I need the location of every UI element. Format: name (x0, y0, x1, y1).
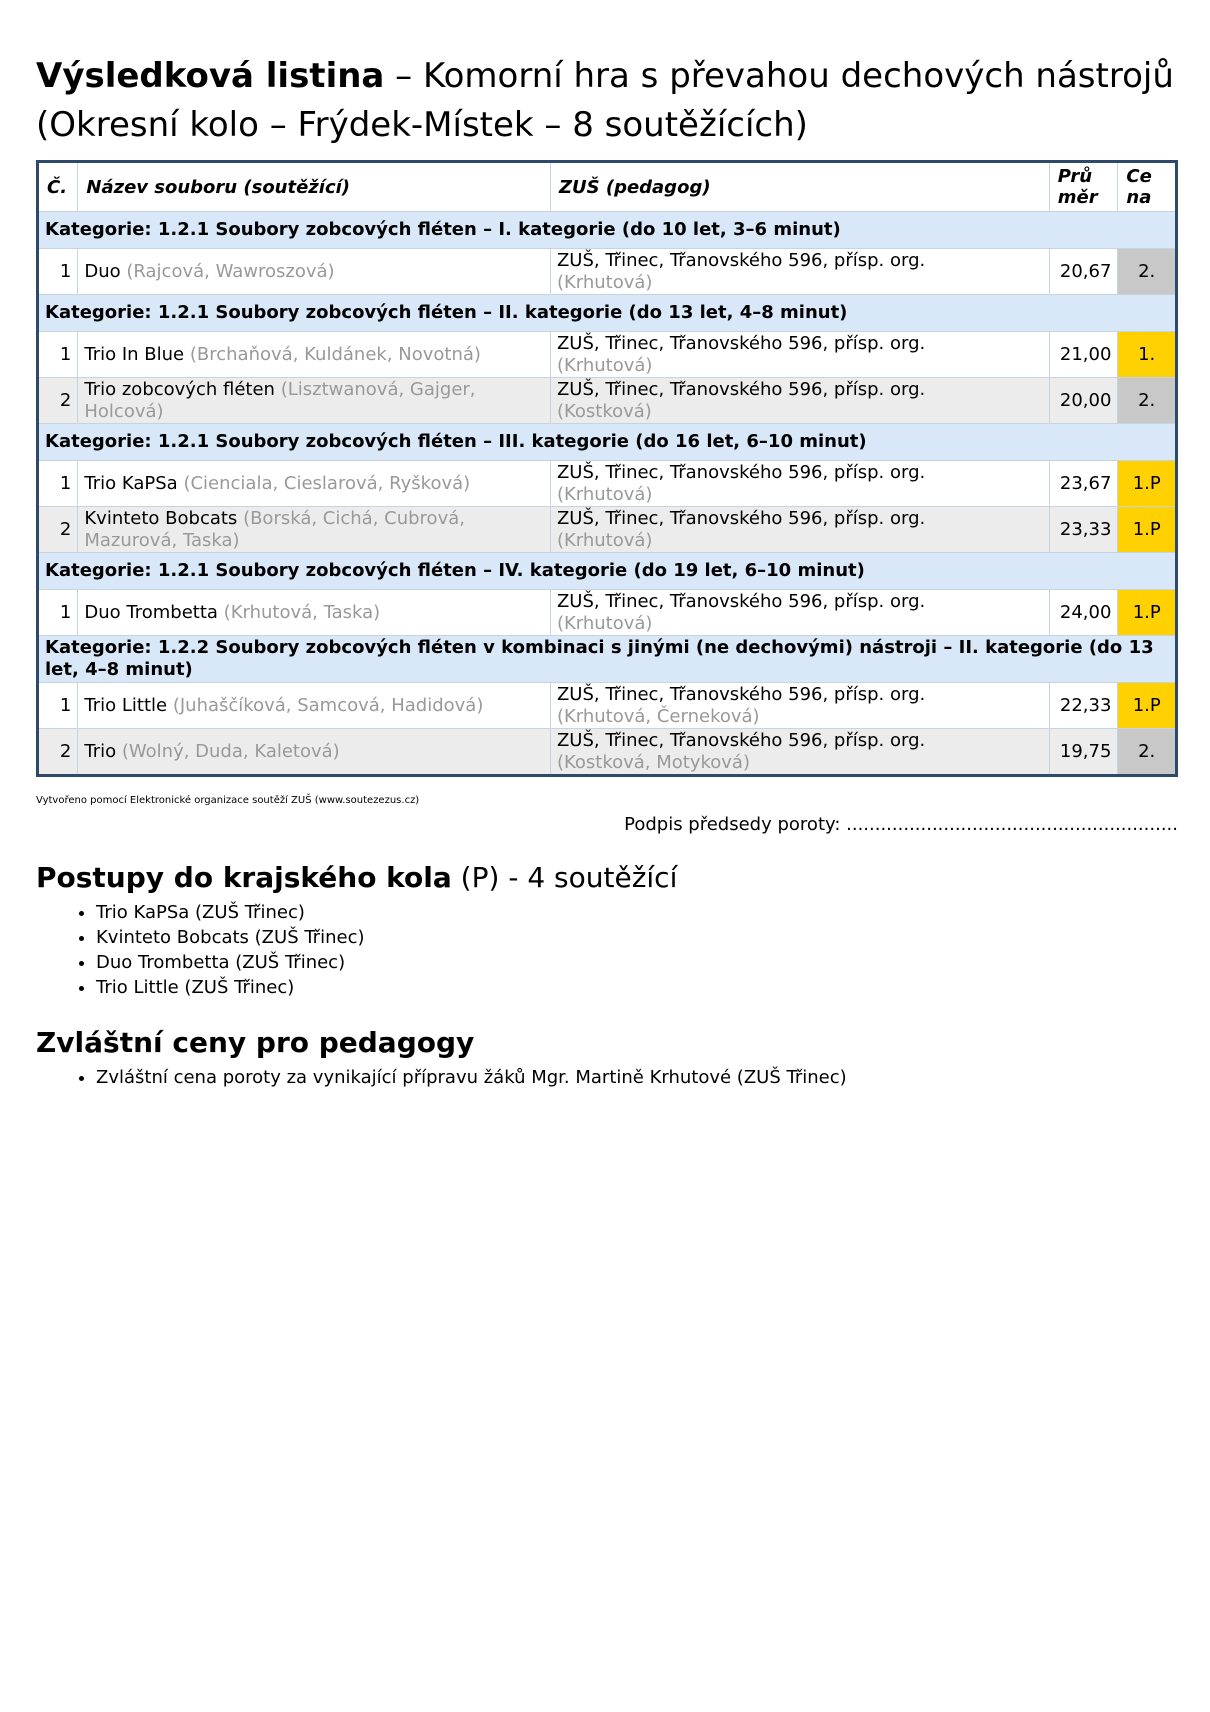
ensemble-name: Trio In Blue (84, 343, 185, 365)
entry-number: 1 (38, 249, 78, 295)
list-item: • Duo Trombetta (ZUŠ Třinec) (96, 950, 1178, 975)
entry-number: 2 (38, 729, 78, 776)
ensemble-name: Trio zobcových fléten (84, 378, 275, 400)
entry-name-cell (78, 590, 551, 636)
ensemble-name: Trio Little (84, 694, 168, 716)
teacher-name: (Kostková, Motyková) (556, 751, 750, 773)
category-label: Kategorie: 1.2.1 Soubory zobcových fléten – II. kategorie (do 13 let, 4–8 minut) (38, 295, 1177, 332)
category-row (38, 636, 1177, 683)
entry-number: 1 (38, 332, 78, 378)
signature-line: Podpis předsedy poroty: .......................................................... (624, 814, 1178, 835)
header-average (1049, 162, 1118, 212)
table-row (38, 683, 1177, 729)
prize-badge: 1.P (1118, 507, 1177, 553)
entry-number: 1 (38, 590, 78, 636)
header-name: Název souboru (soutěžící) (78, 162, 551, 212)
table-row (38, 249, 1177, 295)
footer-note: Vytvořeno pomocí Elektronické organizace soutěží ZUŠ (www.soutezezus.cz) (36, 795, 420, 806)
school-cell (550, 590, 1049, 636)
ensemble-name: Trio KaPSa (84, 472, 178, 494)
school-cell (550, 249, 1049, 295)
entry-name-cell (78, 378, 551, 424)
school-name: ZUŠ, Třinec, Třanovského 596, přísp. org. (556, 507, 926, 529)
school-name: ZUŠ, Třinec, Třanovského 596, přísp. org. (556, 378, 926, 400)
title-bold: Výsledková listina (36, 56, 385, 96)
average-score: 23,67 (1049, 461, 1118, 507)
header-prize (1118, 162, 1177, 212)
table-row (38, 729, 1177, 776)
entry-name-cell (78, 249, 551, 295)
entry-number: 2 (38, 378, 78, 424)
average-score: 21,00 (1049, 332, 1118, 378)
category-label: Kategorie: 1.2.1 Soubory zobcových fléten – I. kategorie (do 10 let, 3–6 minut) (38, 212, 1177, 249)
entry-name-cell (78, 461, 551, 507)
category-row (38, 212, 1177, 249)
average-score: 23,33 (1049, 507, 1118, 553)
prize-badge: 2. (1118, 378, 1177, 424)
results-table (36, 160, 1178, 777)
average-score: 19,75 (1049, 729, 1118, 776)
prize-badge: 2. (1118, 249, 1177, 295)
table-row (38, 461, 1177, 507)
header-prize-line1: Ce (1126, 166, 1152, 187)
school-cell (550, 461, 1049, 507)
advancement-heading-bold: Postupy do krajského kola (36, 861, 452, 894)
teacher-name: (Krhutová, Černeková) (556, 705, 760, 727)
school-cell (550, 507, 1049, 553)
header-prize-line2: na (1126, 187, 1152, 208)
average-score: 24,00 (1049, 590, 1118, 636)
category-label: Kategorie: 1.2.2 Soubory zobcových fléten v kombinaci s jinými (ne dechovými) nástroji – II. kategorie (do 13 let, 4–8 minut) (38, 636, 1177, 683)
school-name: ZUŠ, Třinec, Třanovského 596, přísp. org. (556, 590, 926, 612)
advancement-heading (36, 861, 1178, 894)
average-score: 20,00 (1049, 378, 1118, 424)
average-score: 20,67 (1049, 249, 1118, 295)
header-school: ZUŠ (pedagog) (550, 162, 1049, 212)
teacher-name: (Kostková) (556, 400, 652, 422)
ensemble-members: (Brchaňová, Kuldánek, Novotná) (189, 343, 481, 365)
school-cell (550, 683, 1049, 729)
header-average-line1: Prů (1057, 166, 1093, 187)
advancement-list (36, 900, 1178, 1000)
school-name: ZUŠ, Třinec, Třanovského 596, přísp. org. (556, 729, 926, 751)
category-row (38, 295, 1177, 332)
title-rest: – Komorní hra s převahou dechových nástrojů (Okresní kolo – Frýdek-Místek – 8 soutěžících) (36, 56, 1174, 145)
special-prizes-heading (36, 1026, 1178, 1059)
teacher-name: (Krhutová) (556, 271, 653, 293)
list-item: • Zvláštní cena poroty za vynikající přípravu žáků Mgr. Martině Krhutové (ZUŠ Třinec) (96, 1065, 1178, 1090)
category-row (38, 553, 1177, 590)
list-item: • Kvinteto Bobcats (ZUŠ Třinec) (96, 925, 1178, 950)
school-name: ZUŠ, Třinec, Třanovského 596, přísp. org. (556, 332, 926, 354)
school-name: ZUŠ, Třinec, Třanovského 596, přísp. org. (556, 461, 926, 483)
entry-number: 2 (38, 507, 78, 553)
special-prizes-heading-text: Zvláštní ceny pro pedagogy (36, 1026, 475, 1059)
results-body (38, 212, 1177, 776)
table-row (38, 378, 1177, 424)
ensemble-name: Duo (84, 260, 121, 282)
header-num: Č. (38, 162, 78, 212)
entry-number: 1 (38, 683, 78, 729)
entry-name-cell (78, 729, 551, 776)
ensemble-members: (Cienciala, Cieslarová, Ryšková) (183, 472, 471, 494)
ensemble-name: Duo Trombetta (84, 601, 218, 623)
category-row (38, 424, 1177, 461)
list-item: • Trio Little (ZUŠ Třinec) (96, 975, 1178, 1000)
entry-name-cell (78, 332, 551, 378)
page-title (36, 52, 1178, 150)
teacher-name: (Krhutová) (556, 612, 653, 634)
table-row (38, 590, 1177, 636)
prize-badge: 1. (1118, 332, 1177, 378)
prize-badge: 1.P (1118, 683, 1177, 729)
list-item: • Trio KaPSa (ZUŠ Třinec) (96, 900, 1178, 925)
average-score: 22,33 (1049, 683, 1118, 729)
ensemble-members: (Borská, Cichá, Cubrová, Mazurová, Taska) (84, 507, 465, 551)
category-label: Kategorie: 1.2.1 Soubory zobcových fléten – III. kategorie (do 16 let, 6–10 minut) (38, 424, 1177, 461)
school-name: ZUŠ, Třinec, Třanovského 596, přísp. org. (556, 683, 926, 705)
entry-name-cell (78, 507, 551, 553)
entry-name-cell (78, 683, 551, 729)
prize-badge: 1.P (1118, 590, 1177, 636)
ensemble-members: (Rajcová, Wawroszová) (126, 260, 335, 282)
ensemble-name: Trio (84, 740, 117, 762)
ensemble-members: (Juhaščíková, Samcová, Hadidová) (172, 694, 484, 716)
teacher-name: (Krhutová) (556, 483, 653, 505)
results-page (36, 52, 1178, 1090)
table-header-row (38, 162, 1177, 212)
school-cell (550, 729, 1049, 776)
entry-number: 1 (38, 461, 78, 507)
ensemble-name: Kvinteto Bobcats (84, 507, 238, 529)
category-label: Kategorie: 1.2.1 Soubory zobcových fléten – IV. kategorie (do 19 let, 6–10 minut) (38, 553, 1177, 590)
prize-badge: 1.P (1118, 461, 1177, 507)
school-name: ZUŠ, Třinec, Třanovského 596, přísp. org. (556, 249, 926, 271)
table-row (38, 332, 1177, 378)
advancement-heading-rest: (P) - 4 soutěžící (451, 861, 678, 894)
ensemble-members: (Wolný, Duda, Kaletová) (121, 740, 340, 762)
special-prizes-list (36, 1065, 1178, 1090)
table-row (38, 507, 1177, 553)
header-average-line2: měr (1057, 187, 1098, 208)
ensemble-members: (Krhutová, Taska) (223, 601, 381, 623)
school-cell (550, 332, 1049, 378)
prize-badge: 2. (1118, 729, 1177, 776)
ensemble-members: (Lisztwanová, Gajger, Holcová) (84, 378, 476, 422)
teacher-name: (Krhutová) (556, 354, 653, 376)
teacher-name: (Krhutová) (556, 529, 653, 551)
school-cell (550, 378, 1049, 424)
